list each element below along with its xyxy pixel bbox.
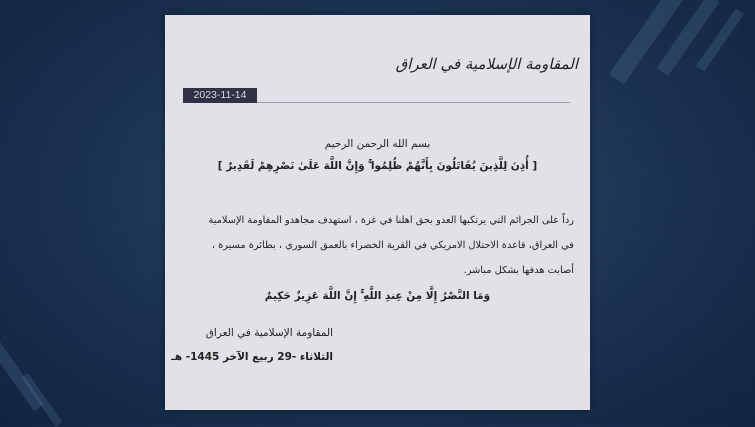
body-line: رداً على الجرائم التي يرتكبها العدو بحق اهلنا في غزة ، استهدف مجاهدو المقاومة الإسلامية	[208, 215, 574, 226]
date-badge: 2023-11-14	[183, 88, 257, 103]
basmala: بسم الله الرحمن الرحيم	[324, 138, 431, 150]
signature-name: المقاومة الإسلامية في العراق	[205, 327, 333, 339]
body-line: أصابت هدفها بشكل مباشر.	[463, 265, 574, 276]
header-divider	[257, 102, 570, 103]
statement-document	[165, 15, 590, 410]
organization-logo: المقاومة الإسلامية في العراق	[395, 55, 578, 73]
opening-verse: [ أُذِنَ لِلَّذِينَ يُقَاتَلُونَ بِأَنَّهُمْ ظُلِمُوا ۚ وَإِنَّ اللَّهَ عَلَىٰ نَصْرِهِمْ لَقَدِيرٌ ]	[217, 160, 538, 172]
closing-verse: وَمَا النَّصْرُ إِلَّا مِنْ عِندِ اللَّهِ ۚ إِنَّ اللَّهَ عَزِيزٌ حَكِيمٌ	[264, 290, 491, 302]
statement-body	[182, 208, 574, 283]
body-line: في العراق، قاعدة الاحتلال الامريكي في القرية الخضراء بالعمق السوري ، بطائرة مسيرة ،	[211, 240, 574, 251]
signature-date: الثلاثاء -29 ربيع الآخر 1445- هـ	[171, 351, 333, 363]
